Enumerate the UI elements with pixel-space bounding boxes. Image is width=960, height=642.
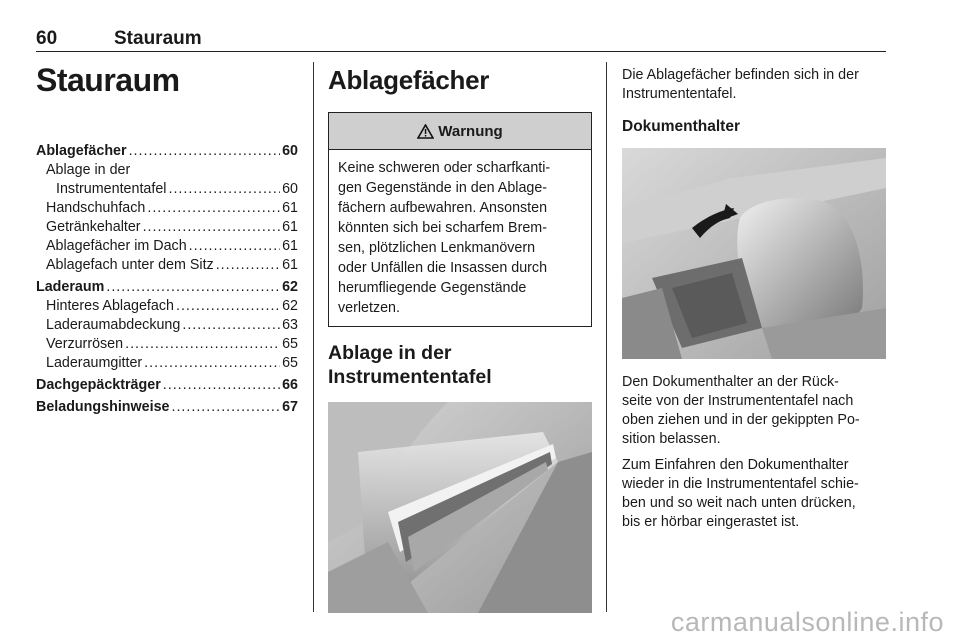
- page-number: 60: [36, 28, 58, 49]
- toc-entry[interactable]: [36, 218, 298, 237]
- toc-leader-dots: [125, 335, 280, 354]
- warning-line: sen, plötzlichen Lenkmanövern: [338, 240, 536, 256]
- instruction-paragraph-2: [622, 456, 886, 532]
- text-line: Zum Einfahren den Dokumenthalter: [622, 457, 849, 473]
- toc-entry[interactable]: [36, 376, 298, 395]
- toc-leader-dots: [163, 376, 280, 395]
- toc-entry-label: Hinteres Ablagefach: [46, 298, 174, 314]
- dashboard-tray-photo: [328, 402, 592, 613]
- subsection-title-line: Instrumententafel: [328, 366, 492, 388]
- text-line: Die Ablagefächer befinden sich in der: [622, 67, 859, 83]
- warning-header: [329, 113, 591, 150]
- warning-text: [329, 150, 591, 326]
- text-line: ben und so weit nach unten drücken,: [622, 495, 856, 511]
- toc-entry-page: 61: [282, 238, 298, 254]
- toc-entry[interactable]: [36, 335, 298, 354]
- right-column: [622, 66, 886, 539]
- toc-leader-dots: [129, 142, 281, 161]
- toc-entry-label: Ablagefach unter dem Sitz: [46, 257, 214, 273]
- section-title: Ablagefächer: [328, 65, 490, 95]
- text-line: wieder in die Instrumententafel schie-: [622, 476, 859, 492]
- toc-entry-page: 62: [282, 279, 298, 295]
- toc-leader-dots: [189, 237, 280, 256]
- toc-entry[interactable]: [36, 180, 298, 199]
- toc-entry-label: Laderaum: [36, 279, 105, 295]
- toc-entry[interactable]: [36, 354, 298, 373]
- text-line: Instrumententafel.: [622, 86, 737, 102]
- warning-line: gen Gegenstände in den Ablage-: [338, 180, 548, 196]
- warning-line: oder Unfällen die Insassen durch: [338, 260, 548, 276]
- middle-column: [328, 60, 592, 613]
- column-divider-right: [606, 62, 607, 612]
- toc-entry[interactable]: [36, 142, 298, 161]
- toc-leader-dots: [216, 256, 280, 275]
- warning-line: herumfliegende Gegenstände: [338, 280, 527, 296]
- toc-entry[interactable]: [36, 278, 298, 297]
- toc-entry-page: 67: [282, 399, 298, 415]
- toc-entry-page: 61: [282, 257, 298, 273]
- text-line: sition belassen.: [622, 431, 721, 447]
- toc-column: [36, 60, 298, 417]
- warning-heading: Warnung: [438, 122, 503, 140]
- subsection-title-line: Ablage in der: [328, 342, 452, 364]
- toc-entry-label: Laderaumabdeckung: [46, 317, 181, 333]
- text-line: seite von der Instrumententafel nach: [622, 393, 854, 409]
- table-of-contents: [36, 142, 298, 417]
- text-line: bis er hörbar eingerastet ist.: [622, 514, 800, 530]
- warning-line: Keine schweren oder scharfkanti-: [338, 160, 551, 176]
- toc-leader-dots: [168, 180, 280, 199]
- toc-entry-page: 65: [282, 336, 298, 352]
- toc-entry-label: Handschuhfach: [46, 200, 146, 216]
- toc-entry-page: 62: [282, 298, 298, 314]
- dokumenthalter-heading: Dokumenthalter: [622, 118, 740, 135]
- toc-entry[interactable]: [36, 237, 298, 256]
- toc-entry[interactable]: [36, 199, 298, 218]
- intro-paragraph: [622, 66, 886, 104]
- text-line: Den Dokumenthalter an der Rück-: [622, 374, 839, 390]
- toc-entry-label: Dachgepäckträger: [36, 377, 161, 393]
- toc-entry-page: 66: [282, 377, 298, 393]
- toc-leader-dots: [147, 199, 280, 218]
- warning-line: verletzen.: [338, 300, 400, 316]
- toc-leader-dots: [176, 297, 280, 316]
- toc-entry[interactable]: [36, 256, 298, 275]
- toc-entry-label: Beladungshinweise: [36, 399, 170, 415]
- chapter-title: Stauraum: [36, 62, 180, 98]
- toc-entry-page: 60: [282, 143, 298, 159]
- toc-entry-page: 61: [282, 219, 298, 235]
- instruction-paragraph-1: [622, 373, 886, 449]
- page-header: [36, 28, 886, 52]
- toc-entry-label: Instrumententafel: [56, 181, 167, 197]
- toc-leader-dots: [143, 218, 281, 237]
- document-holder-photo: [622, 148, 886, 359]
- toc-entry[interactable]: [36, 297, 298, 316]
- toc-entry-page: 65: [282, 355, 298, 371]
- toc-entry-page: 60: [282, 181, 298, 197]
- toc-entry-page: 61: [282, 200, 298, 216]
- toc-leader-dots: [144, 354, 280, 373]
- toc-entry-page: 63: [282, 317, 298, 333]
- toc-entry-label: Ablagefächer im Dach: [46, 238, 187, 254]
- toc-entry-label: Ablage in der: [46, 162, 131, 178]
- toc-entry-label: Laderaumgitter: [46, 355, 143, 371]
- toc-entry-label: Verzurrösen: [46, 336, 124, 352]
- toc-entry-label: Getränkehalter: [46, 219, 141, 235]
- warning-line: fächern aufbewahren. Ansonsten: [338, 200, 548, 216]
- toc-leader-dots: [182, 316, 280, 335]
- toc-entry-label: Ablagefächer: [36, 143, 127, 159]
- warning-triangle-icon: [417, 124, 434, 139]
- warning-line: könnten sich bei scharfem Brem-: [338, 220, 547, 236]
- toc-leader-dots: [106, 278, 280, 297]
- subsection-title: [328, 341, 592, 389]
- watermark: carmanualsonline.info: [670, 607, 944, 637]
- toc-leader-dots: [171, 398, 280, 417]
- toc-entry[interactable]: [36, 398, 298, 417]
- text-line: oben ziehen und in der gekippten Po-: [622, 412, 860, 428]
- toc-entry[interactable]: [36, 316, 298, 335]
- page-header-title: Stauraum: [114, 28, 202, 49]
- warning-box: [328, 112, 592, 327]
- column-divider-left: [313, 62, 314, 612]
